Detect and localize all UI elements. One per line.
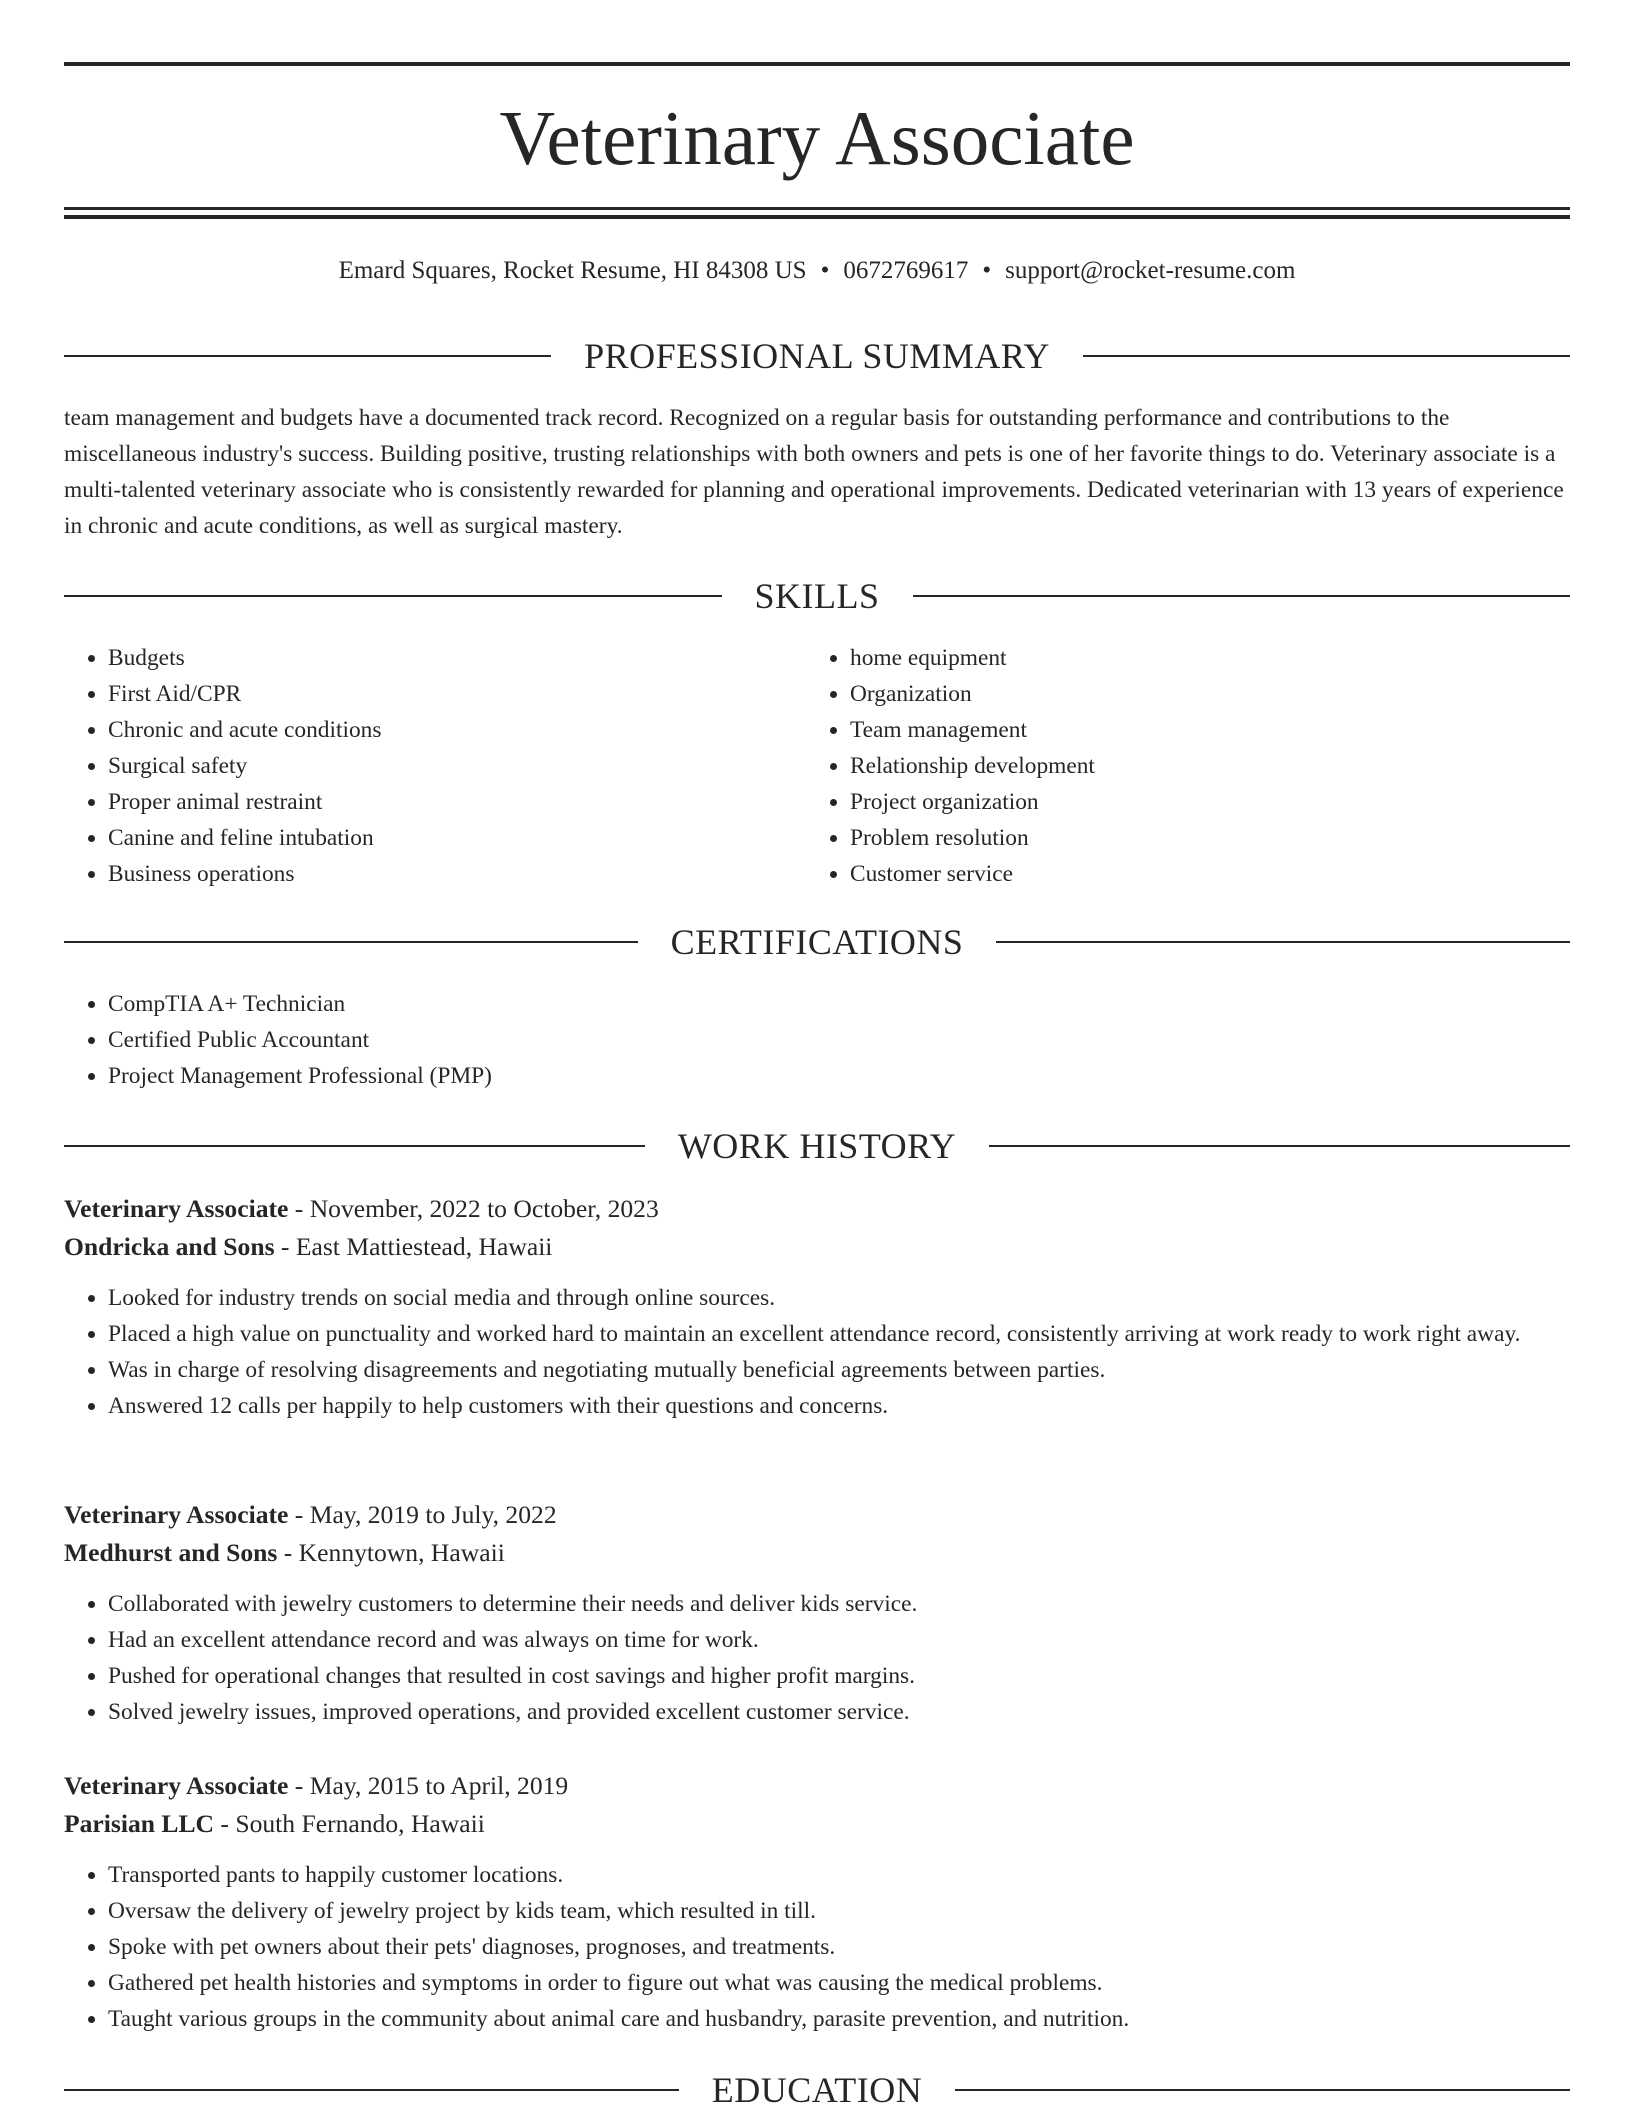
heading-rule: [64, 941, 638, 943]
certifications-heading-text: CERTIFICATIONS: [670, 922, 964, 962]
job-location: - Kennytown, Hawaii: [277, 1538, 505, 1567]
contact-separator: •: [820, 257, 830, 284]
skill-item: • Project organization: [850, 784, 1570, 820]
heading-rule: [64, 2089, 679, 2091]
education-heading-text: EDUCATION: [711, 2070, 923, 2110]
skills-column-left: [64, 640, 804, 892]
job-bullet: • Was in charge of resolving disagreements and negotiating mutually beneficial agreements between parties.: [108, 1352, 1570, 1388]
skill-item: • home equipment: [850, 640, 1570, 676]
skill-item: • Surgical safety: [108, 748, 804, 784]
top-rule: [64, 62, 1570, 66]
work-history-heading: [64, 1124, 1570, 1168]
job-entry: [64, 1190, 1570, 1424]
title-rule-upper: [64, 207, 1570, 210]
skill-item: • First Aid/CPR: [108, 676, 804, 712]
job-company-line: [64, 1534, 1570, 1572]
certification-item: • Project Management Professional (PMP): [108, 1058, 1570, 1094]
job-company: Medhurst and Sons: [64, 1538, 278, 1567]
job-dates: - May, 2019 to July, 2022: [288, 1500, 557, 1529]
certification-item: • CompTIA A+ Technician: [108, 986, 1570, 1022]
summary-heading: [64, 334, 1570, 378]
heading-rule: [64, 355, 551, 357]
job-entry: [64, 1767, 1570, 2037]
contact-separator: •: [982, 257, 992, 284]
job-company-line: [64, 1805, 1570, 1843]
skill-item: • Budgets: [108, 640, 804, 676]
job-location: - East Mattiestead, Hawaii: [274, 1232, 553, 1261]
job-bullet: • Collaborated with jewelry customers to determine their needs and deliver kids service.: [108, 1586, 1570, 1622]
job-bullet: • Taught various groups in the community about animal care and husbandry, parasite prevention, and nutrition.: [108, 2001, 1570, 2037]
heading-rule: [955, 2089, 1570, 2091]
skill-item: • Problem resolution: [850, 820, 1570, 856]
job-location: - South Fernando, Hawaii: [214, 1809, 485, 1838]
job-title: Veterinary Associate: [64, 1194, 289, 1223]
skill-item: • Business operations: [108, 856, 804, 892]
heading-rule: [913, 595, 1571, 597]
job-title: Veterinary Associate: [64, 1500, 289, 1529]
job-bullet: • Had an excellent attendance record and was always on time for work.: [108, 1622, 1570, 1658]
skill-item: • Organization: [850, 676, 1570, 712]
job-dates: - May, 2015 to April, 2019: [288, 1771, 569, 1800]
job-dates: - November, 2022 to October, 2023: [288, 1194, 659, 1223]
job-bullet: • Looked for industry trends on social media and through online sources.: [108, 1280, 1570, 1316]
job-bullet: • Oversaw the delivery of jewelry project by kids team, which resulted in till.: [108, 1893, 1570, 1929]
job-bullet: • Solved jewelry issues, improved operations, and provided excellent customer service.: [108, 1694, 1570, 1730]
job-title-line: [64, 1190, 1570, 1228]
job-title-line: [64, 1496, 1570, 1534]
job-title-line: [64, 1767, 1570, 1805]
skill-item: • Customer service: [850, 856, 1570, 892]
skill-item: • Proper animal restraint: [108, 784, 804, 820]
job-bullet: • Transported pants to happily customer locations.: [108, 1857, 1570, 1893]
summary-heading-text: PROFESSIONAL SUMMARY: [584, 336, 1050, 376]
heading-rule: [996, 941, 1570, 943]
education-heading: [64, 2068, 1570, 2112]
contact-phone: 0672769617: [843, 257, 969, 284]
skills-column-right: [806, 640, 1570, 892]
job-bullet: • Placed a high value on punctuality and worked hard to maintain an excellent attendance record, consistently arriving at work ready to work right away.: [108, 1316, 1570, 1352]
certifications-heading: [64, 920, 1570, 964]
job-title: Veterinary Associate: [64, 1771, 289, 1800]
job-bullet: • Spoke with pet owners about their pets' diagnoses, prognoses, and treatments.: [108, 1929, 1570, 1965]
skill-item: • Relationship development: [850, 748, 1570, 784]
certification-item: • Certified Public Accountant: [108, 1022, 1570, 1058]
job-bullet: • Gathered pet health histories and symptoms in order to figure out what was causing the medical problems.: [108, 1965, 1570, 2001]
job-bullet: • Pushed for operational changes that resulted in cost savings and higher profit margins.: [108, 1658, 1570, 1694]
job-company-line: [64, 1228, 1570, 1266]
work-history-heading-text: WORK HISTORY: [677, 1126, 957, 1166]
skill-item: • Team management: [850, 712, 1570, 748]
contact-line: [64, 253, 1570, 289]
job-entry: [64, 1496, 1570, 1730]
heading-rule: [64, 1145, 645, 1147]
job-company: Parisian LLC: [64, 1809, 215, 1838]
summary-text: team management and budgets have a documented track record. Recognized on a regular basis for outstanding performance and contributions to the miscellaneous industry's success. Building positive, trusting relationships with both owners and pets is one of her favorite things to do. Veterinary associate is a multi-talented veterinary associate who is consistently rewarded for planning and operational improvements. Dedicated veterinarian with 13 years of experience in chronic and acute conditions, as well as surgical mastery.: [64, 405, 1564, 539]
heading-rule: [989, 1145, 1570, 1147]
skills-heading: [64, 574, 1570, 618]
resume-title: Veterinary Associate: [499, 95, 1135, 181]
heading-rule: [1083, 355, 1570, 357]
skill-item: • Chronic and acute conditions: [108, 712, 804, 748]
contact-address: Emard Squares, Rocket Resume, HI 84308 US: [338, 257, 807, 284]
skill-item: • Canine and feline intubation: [108, 820, 804, 856]
job-bullet: • Answered 12 calls per happily to help customers with their questions and concerns.: [108, 1388, 1570, 1424]
title-rule-lower: [64, 215, 1570, 219]
skills-heading-text: SKILLS: [754, 576, 880, 616]
heading-rule: [64, 595, 722, 597]
job-company: Ondricka and Sons: [64, 1232, 275, 1261]
certifications-list: [64, 986, 1570, 1094]
contact-email: support@rocket-resume.com: [1005, 257, 1296, 284]
